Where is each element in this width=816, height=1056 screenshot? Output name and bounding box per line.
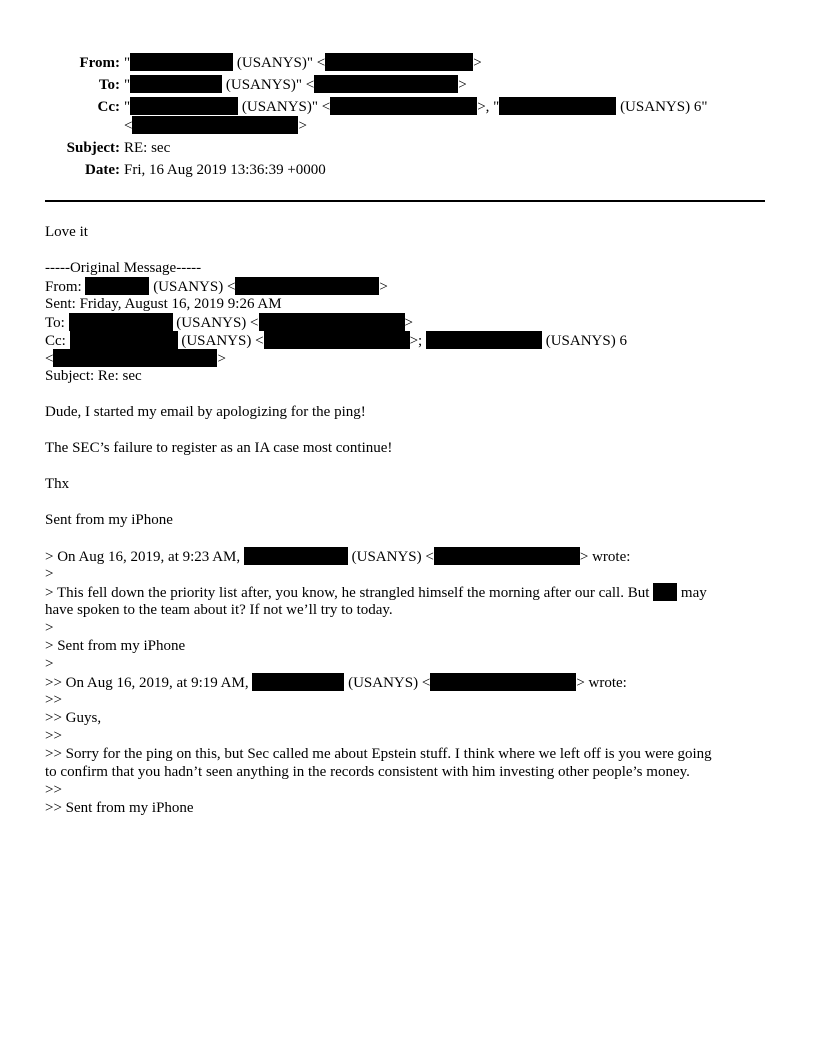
to-label: To: — [98, 77, 120, 93]
quoted-line: >> — [45, 728, 62, 744]
redaction-block — [70, 331, 178, 349]
redaction-block — [325, 53, 473, 71]
quoted-line: >> On Aug 16, 2019, at 9:19 AM, (USANYS) < > wrote: — [45, 675, 627, 691]
original-subject: Subject: Re: sec — [45, 368, 142, 384]
to-value: " (USANYS)" < > — [124, 77, 467, 93]
cc-value: " (USANYS)" < >, " (USANYS) 6" — [124, 99, 708, 115]
date-label: Date: — [85, 162, 120, 178]
body-paragraph: The SEC’s failure to register as an IA case most continue! — [45, 440, 393, 456]
redaction-block — [252, 673, 344, 691]
redaction-block — [244, 547, 348, 565]
original-sent: Sent: Friday, August 16, 2019 9:26 AM — [45, 296, 282, 312]
redaction-block — [259, 313, 405, 331]
redaction-block — [330, 97, 477, 115]
redaction-block — [430, 673, 576, 691]
redaction-block — [69, 313, 173, 331]
redaction-block — [85, 277, 149, 295]
header-from-row — [0, 53, 816, 73]
subject-value: RE: sec — [124, 140, 171, 156]
quoted-line: have spoken to the team about it? If not we’ll try to today. — [45, 602, 393, 618]
redaction-block — [653, 583, 677, 601]
from-value: " (USANYS)" < > — [124, 55, 482, 71]
cc-value-continued: < > — [124, 118, 307, 134]
quoted-line: > This fell down the priority list after, you know, he strangled himself the morning after our call. But may — [45, 585, 707, 601]
original-message-marker: -----Original Message----- — [45, 260, 202, 276]
quoted-line: >> — [45, 692, 62, 708]
signature: Sent from my iPhone — [45, 512, 173, 528]
header-to-row — [0, 75, 816, 95]
original-from: From: (USANYS) < > — [45, 279, 388, 295]
redaction-block — [264, 331, 410, 349]
body-paragraph: Thx — [45, 476, 70, 492]
header-date-row — [0, 160, 816, 180]
date-value: Fri, 16 Aug 2019 13:36:39 +0000 — [124, 162, 326, 178]
header-cc-row-continued — [0, 116, 816, 136]
redaction-block — [314, 75, 458, 93]
header-divider — [45, 200, 765, 202]
quoted-line: > — [45, 620, 54, 636]
quoted-signature: >> Sent from my iPhone — [45, 800, 194, 816]
header-cc-row — [0, 97, 816, 117]
original-cc: Cc: (USANYS) < >; (USANYS) 6 — [45, 333, 627, 349]
subject-label: Subject: — [66, 140, 120, 156]
reply-text: Love it — [45, 224, 88, 240]
quoted-line: > On Aug 16, 2019, at 9:23 AM, (USANYS) < > wrote: — [45, 549, 631, 565]
redaction-block — [235, 277, 379, 295]
quoted-line: > — [45, 656, 54, 672]
original-to: To: (USANYS) < > — [45, 315, 413, 331]
from-label: From: — [79, 55, 120, 71]
redaction-block — [130, 53, 233, 71]
redaction-block — [132, 116, 298, 134]
header-subject-row — [0, 138, 816, 158]
redaction-block — [499, 97, 616, 115]
body-paragraph: Dude, I started my email by apologizing for the ping! — [45, 404, 366, 420]
quoted-line: > — [45, 566, 54, 582]
quoted-line: > Sent from my iPhone — [45, 638, 186, 654]
cc-label: Cc: — [97, 99, 120, 115]
redaction-block — [426, 331, 542, 349]
redaction-block — [130, 75, 222, 93]
quoted-line: >> Sorry for the ping on this, but Sec called me about Epstein stuff. I think where we left off is you were going — [45, 746, 712, 762]
redaction-block — [53, 349, 217, 367]
redaction-block — [130, 97, 238, 115]
quoted-line: >> Guys, — [45, 710, 102, 726]
quoted-line: to confirm that you hadn’t seen anything in the records consistent with him investing other people’s money. — [45, 764, 690, 780]
original-cc-continued: < > — [45, 351, 226, 367]
redaction-block — [434, 547, 580, 565]
quoted-line: >> — [45, 782, 62, 798]
